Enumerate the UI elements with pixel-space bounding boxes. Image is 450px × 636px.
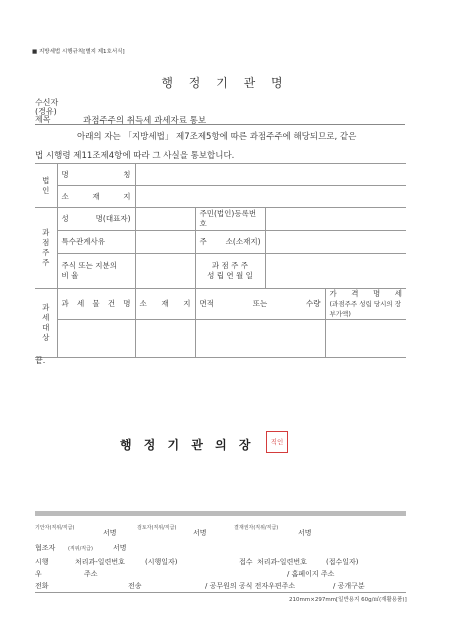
approver-sign: 서명: [298, 529, 312, 537]
disclosure-field: / 공개구분: [333, 582, 365, 590]
reviewer-label: 검토자(직위/직급): [137, 525, 177, 531]
area-label: 면적 또는 수량: [195, 289, 325, 320]
address-label: 주 소(소재지): [195, 231, 265, 254]
address-value: [265, 231, 406, 254]
paper-spec: 210mm×297mm[일반용지 60g/㎡(재활용품)]: [289, 597, 407, 603]
date-label: 과 점 주 주 성 립 연 월 일: [195, 254, 265, 289]
property-label: 과 세 물 건 명: [57, 289, 135, 320]
person-name-value: [135, 208, 195, 231]
oligopoly-header: 과 점 주 주: [35, 208, 57, 289]
section-divider: [35, 511, 406, 516]
drafter-label: 기안자(직위/직급): [35, 525, 75, 531]
postal-label: 우: [35, 570, 42, 578]
enforce-label: 시행: [35, 558, 49, 566]
phone-label: 전화: [35, 582, 49, 590]
address-field: 주소: [84, 570, 98, 578]
reg-no-value: [265, 208, 406, 231]
signature-org: 행 정 기 관 의 장: [120, 438, 255, 452]
fax-label: 전송: [128, 582, 142, 590]
drafter-sign: 서명: [103, 529, 117, 537]
body-line-2: 법 시행령 제11조제4항에 따라 그 사실을 통보합니다.: [35, 151, 235, 161]
receipt-process-no: 처리과-일련번호: [257, 558, 307, 566]
enforce-date: (시행일자): [145, 558, 178, 566]
subject-value: 과점주주의 취득세 과세자료 통보: [83, 116, 207, 126]
area-value: [195, 320, 325, 358]
name-label: 명 칭: [57, 164, 135, 186]
prop-location-label: 소 재 지: [135, 289, 195, 320]
taxable-header: 과 세 대 상: [35, 289, 57, 358]
share-ratio-label: 주식 또는 지분의 비 율: [57, 254, 135, 289]
reviewer-sign: 서명: [193, 529, 207, 537]
receipt-label: 접수: [239, 558, 253, 566]
cooperator-sign: 서명: [113, 544, 127, 552]
share-ratio-value: [135, 254, 195, 289]
price-value: [325, 320, 406, 358]
name-value: [135, 164, 406, 186]
prop-location-value: [135, 320, 195, 358]
email-field: / 공무원의 공식 전자우편주소: [205, 582, 296, 590]
recipient-label: 수신자: [35, 98, 59, 107]
relation-value: [135, 231, 195, 254]
location-value: [135, 186, 406, 208]
reg-no-label: 주민(법인)등록번호: [195, 208, 265, 231]
body-line-1: 아래의 자는 「지방세법」 제7조제5항에 따른 과점주주에 해당되므로, 같은: [77, 132, 357, 142]
page-title: 행 정 기 관 명: [161, 76, 289, 90]
corp-header: 법 인: [35, 164, 57, 208]
approver-label: 결재권자(직위/직급): [234, 525, 279, 531]
price-label: 가 격 명 세: [329, 289, 402, 298]
subject-rule: [35, 124, 405, 125]
relation-label: 특수관계사유: [57, 231, 135, 254]
receipt-date: (접수일자): [326, 558, 359, 566]
end-mark: 끝.: [35, 356, 46, 365]
cooperator-role: (직위/직급): [68, 546, 93, 552]
form-code: ■ 지방세법 시행규칙[별지 제1호서식]: [32, 49, 125, 55]
date-value: [265, 254, 406, 289]
seal-text: 직인: [270, 438, 284, 446]
person-name-label: 성 명(대표자): [57, 208, 135, 231]
notice-table: [35, 163, 406, 358]
cooperator-label: 협조자: [35, 544, 56, 552]
notice-body: [35, 128, 409, 166]
price-label-cell: [325, 289, 406, 320]
via-label: (경유): [35, 107, 57, 116]
subject-label: 제목: [35, 115, 51, 124]
homepage-field: / 홈페이지 주소: [287, 570, 335, 578]
location-label: 소 재 지: [57, 186, 135, 208]
property-value: [57, 320, 135, 358]
enforce-process-no: 처리과-일련번호: [75, 558, 125, 566]
footer-rule: [35, 592, 406, 593]
price-sub-label: (과점주주 성립 당시의 장부가액): [329, 300, 402, 318]
